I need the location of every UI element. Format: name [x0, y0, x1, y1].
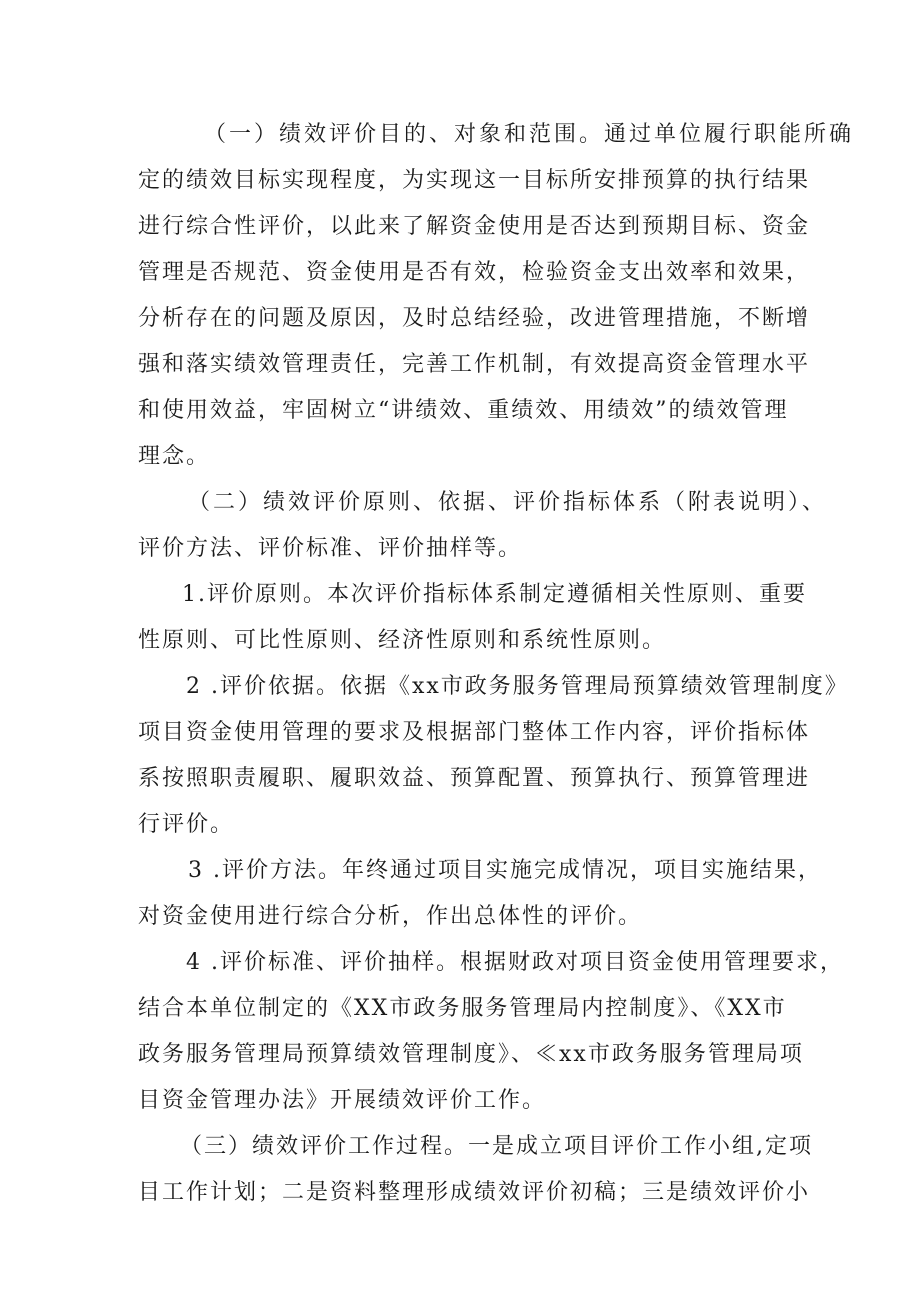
text-line: 目资金管理办法》开展绩效评价工作。: [138, 1088, 547, 1113]
text-line-item-3: 3 .评价方法。年终通过项目实施完成情况，项目实施结果，: [188, 858, 822, 883]
text-line: 分析存在的问题及原因，及时总结经验，改进管理措施，不断增: [138, 306, 811, 331]
text-line: 项目资金使用管理的要求及根据部门整体工作内容，评价指标体: [138, 720, 811, 745]
text-line: 性原则、可比性原则、经济性原则和系统性原则。: [138, 628, 667, 653]
text-line-item-2: 2 .评价依据。依据《xx市政务服务管理局预算绩效管理制度》: [186, 674, 849, 699]
text-line: 管理是否规范、资金使用是否有效，检验资金支出效率和效果，: [138, 260, 811, 285]
text-line-section-2-heading: （二）绩效评价原则、依据、评价指标体系（附表说明）、: [188, 490, 828, 515]
text-line-section-1-heading: （一）绩效评价目的、对象和范围。通过单位履行职能所确: [204, 122, 855, 147]
text-line: 行评价。: [138, 812, 235, 837]
text-line: 理念。: [138, 444, 211, 469]
text-line-item-4: 4 .评价标准、评价抽样。根据财政对项目资金使用管理要求，: [186, 950, 844, 975]
text-line-item-1: 1.评价原则。本次评价指标体系制定遵循相关性原则、重要: [182, 582, 807, 607]
text-line: 结合本单位制定的《XX市政务服务管理局内控制度》、《XX市: [138, 996, 787, 1021]
text-line-section-3-heading: （三）绩效评价工作过程。一是成立项目评价工作小组,定项: [180, 1134, 813, 1159]
text-line: 进行综合性评价，以此来了解资金使用是否达到预期目标、资金: [138, 214, 811, 239]
text-line: 和使用效益，牢固树立“讲绩效、重绩效、用绩效”的绩效管理: [138, 398, 789, 423]
text-line: 强和落实绩效管理责任，完善工作机制，有效提高资金管理水平: [138, 352, 811, 377]
text-line: 政务服务管理局预算绩效管理制度》、≪xx市政务服务管理局项: [138, 1042, 804, 1067]
text-line: 系按照职责履职、履职效益、预算配置、预算执行、预算管理进: [138, 766, 811, 791]
text-line: 定的绩效目标实现程度，为实现这一目标所安排预算的执行结果: [138, 168, 811, 193]
text-line: 评价方法、评价标准、评价抽样等。: [138, 536, 523, 561]
text-line: 对资金使用进行综合分析，作出总体性的评价。: [138, 904, 643, 929]
text-line: 目工作计划；二是资料整理形成绩效评价初稿；三是绩效评价小: [138, 1180, 811, 1205]
